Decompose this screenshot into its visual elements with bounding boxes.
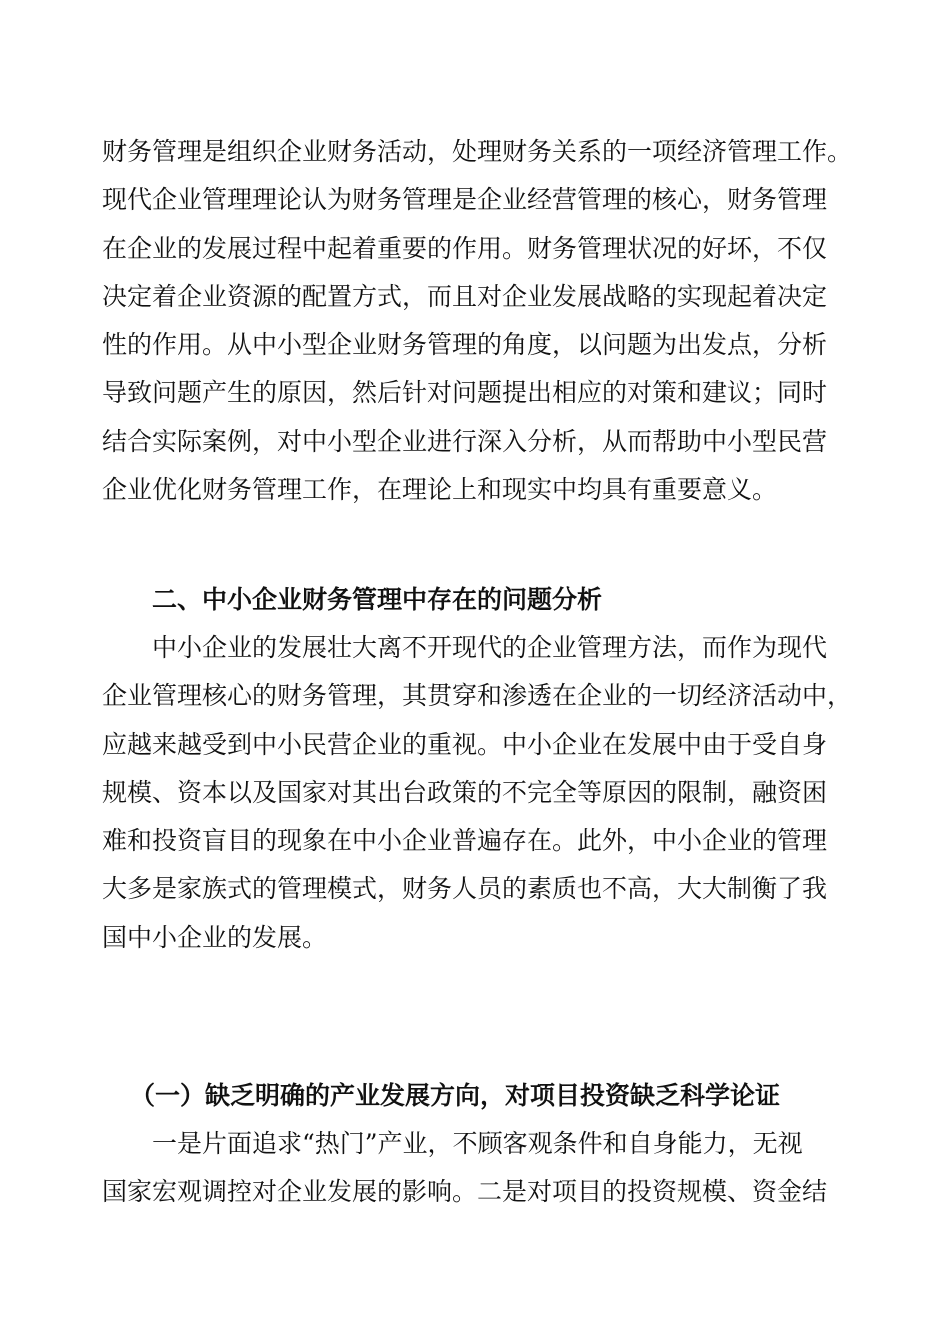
paragraph-line: 应越来越受到中小民营企业的重视。中小企业在发展中由于受自身 (102, 729, 828, 759)
paragraph-line: 财务管理是组织企业财务活动，处理财务关系的一项经济管理工作。 (102, 137, 853, 166)
paragraph-line: 导致问题产生的原因，然后针对问题提出相应的对策和建议；同时 (102, 378, 828, 408)
paragraph-line: 性的作用。从中小型企业财务管理的角度，以问题为出发点，分析 (102, 330, 828, 360)
section-paragraph (102, 624, 854, 962)
paragraph-line: 国家宏观调控对企业发展的影响。二是对项目的投资规模、资金结 (102, 1177, 828, 1207)
paragraph-line: 企业管理核心的财务管理，其贯穿和渗透在企业的一切经济活动中， (102, 681, 853, 711)
subsection-paragraph (102, 1120, 854, 1217)
section-heading: 二、中小企业财务管理中存在的问题分析 (152, 585, 603, 614)
subsection-heading: （一）缺乏明确的产业发展方向，对项目投资缺乏科学论证 (130, 1081, 781, 1110)
paragraph-line: 现代企业管理理论认为财务管理是企业经营管理的核心，财务管理 (102, 185, 828, 215)
paragraph-line: 结合实际案例，对中小型企业进行深入分析，从而帮助中小型民营 (102, 426, 828, 456)
paragraph-line: 在企业的发展过程中起着重要的作用。财务管理状况的好坏，不仅 (102, 233, 828, 263)
paragraph-line: 企业优化财务管理工作，在理论上和现实中均具有重要意义。 (102, 475, 778, 505)
paragraph-line: 大多是家族式的管理模式，财务人员的素质也不高，大大制衡了我 (102, 874, 828, 904)
intro-paragraph (102, 128, 854, 514)
paragraph-line: 决定着企业资源的配置方式，而且对企业发展战略的实现起着决定 (102, 281, 828, 311)
paragraph-line: 一是片面追求“热门”产业，不顾客观条件和自身能力，无视 (152, 1129, 803, 1158)
paragraph-line: 国中小企业的发展。 (102, 922, 328, 952)
paragraph-line: 中小企业的发展壮大离不开现代的企业管理方法，而作为现代 (152, 633, 828, 662)
paragraph-line: 难和投资盲目的现象在中小企业普遍存在。此外，中小企业的管理 (102, 826, 828, 856)
paragraph-line: 规模、资本以及国家对其出台政策的不完全等原因的限制，融资困 (102, 777, 828, 807)
